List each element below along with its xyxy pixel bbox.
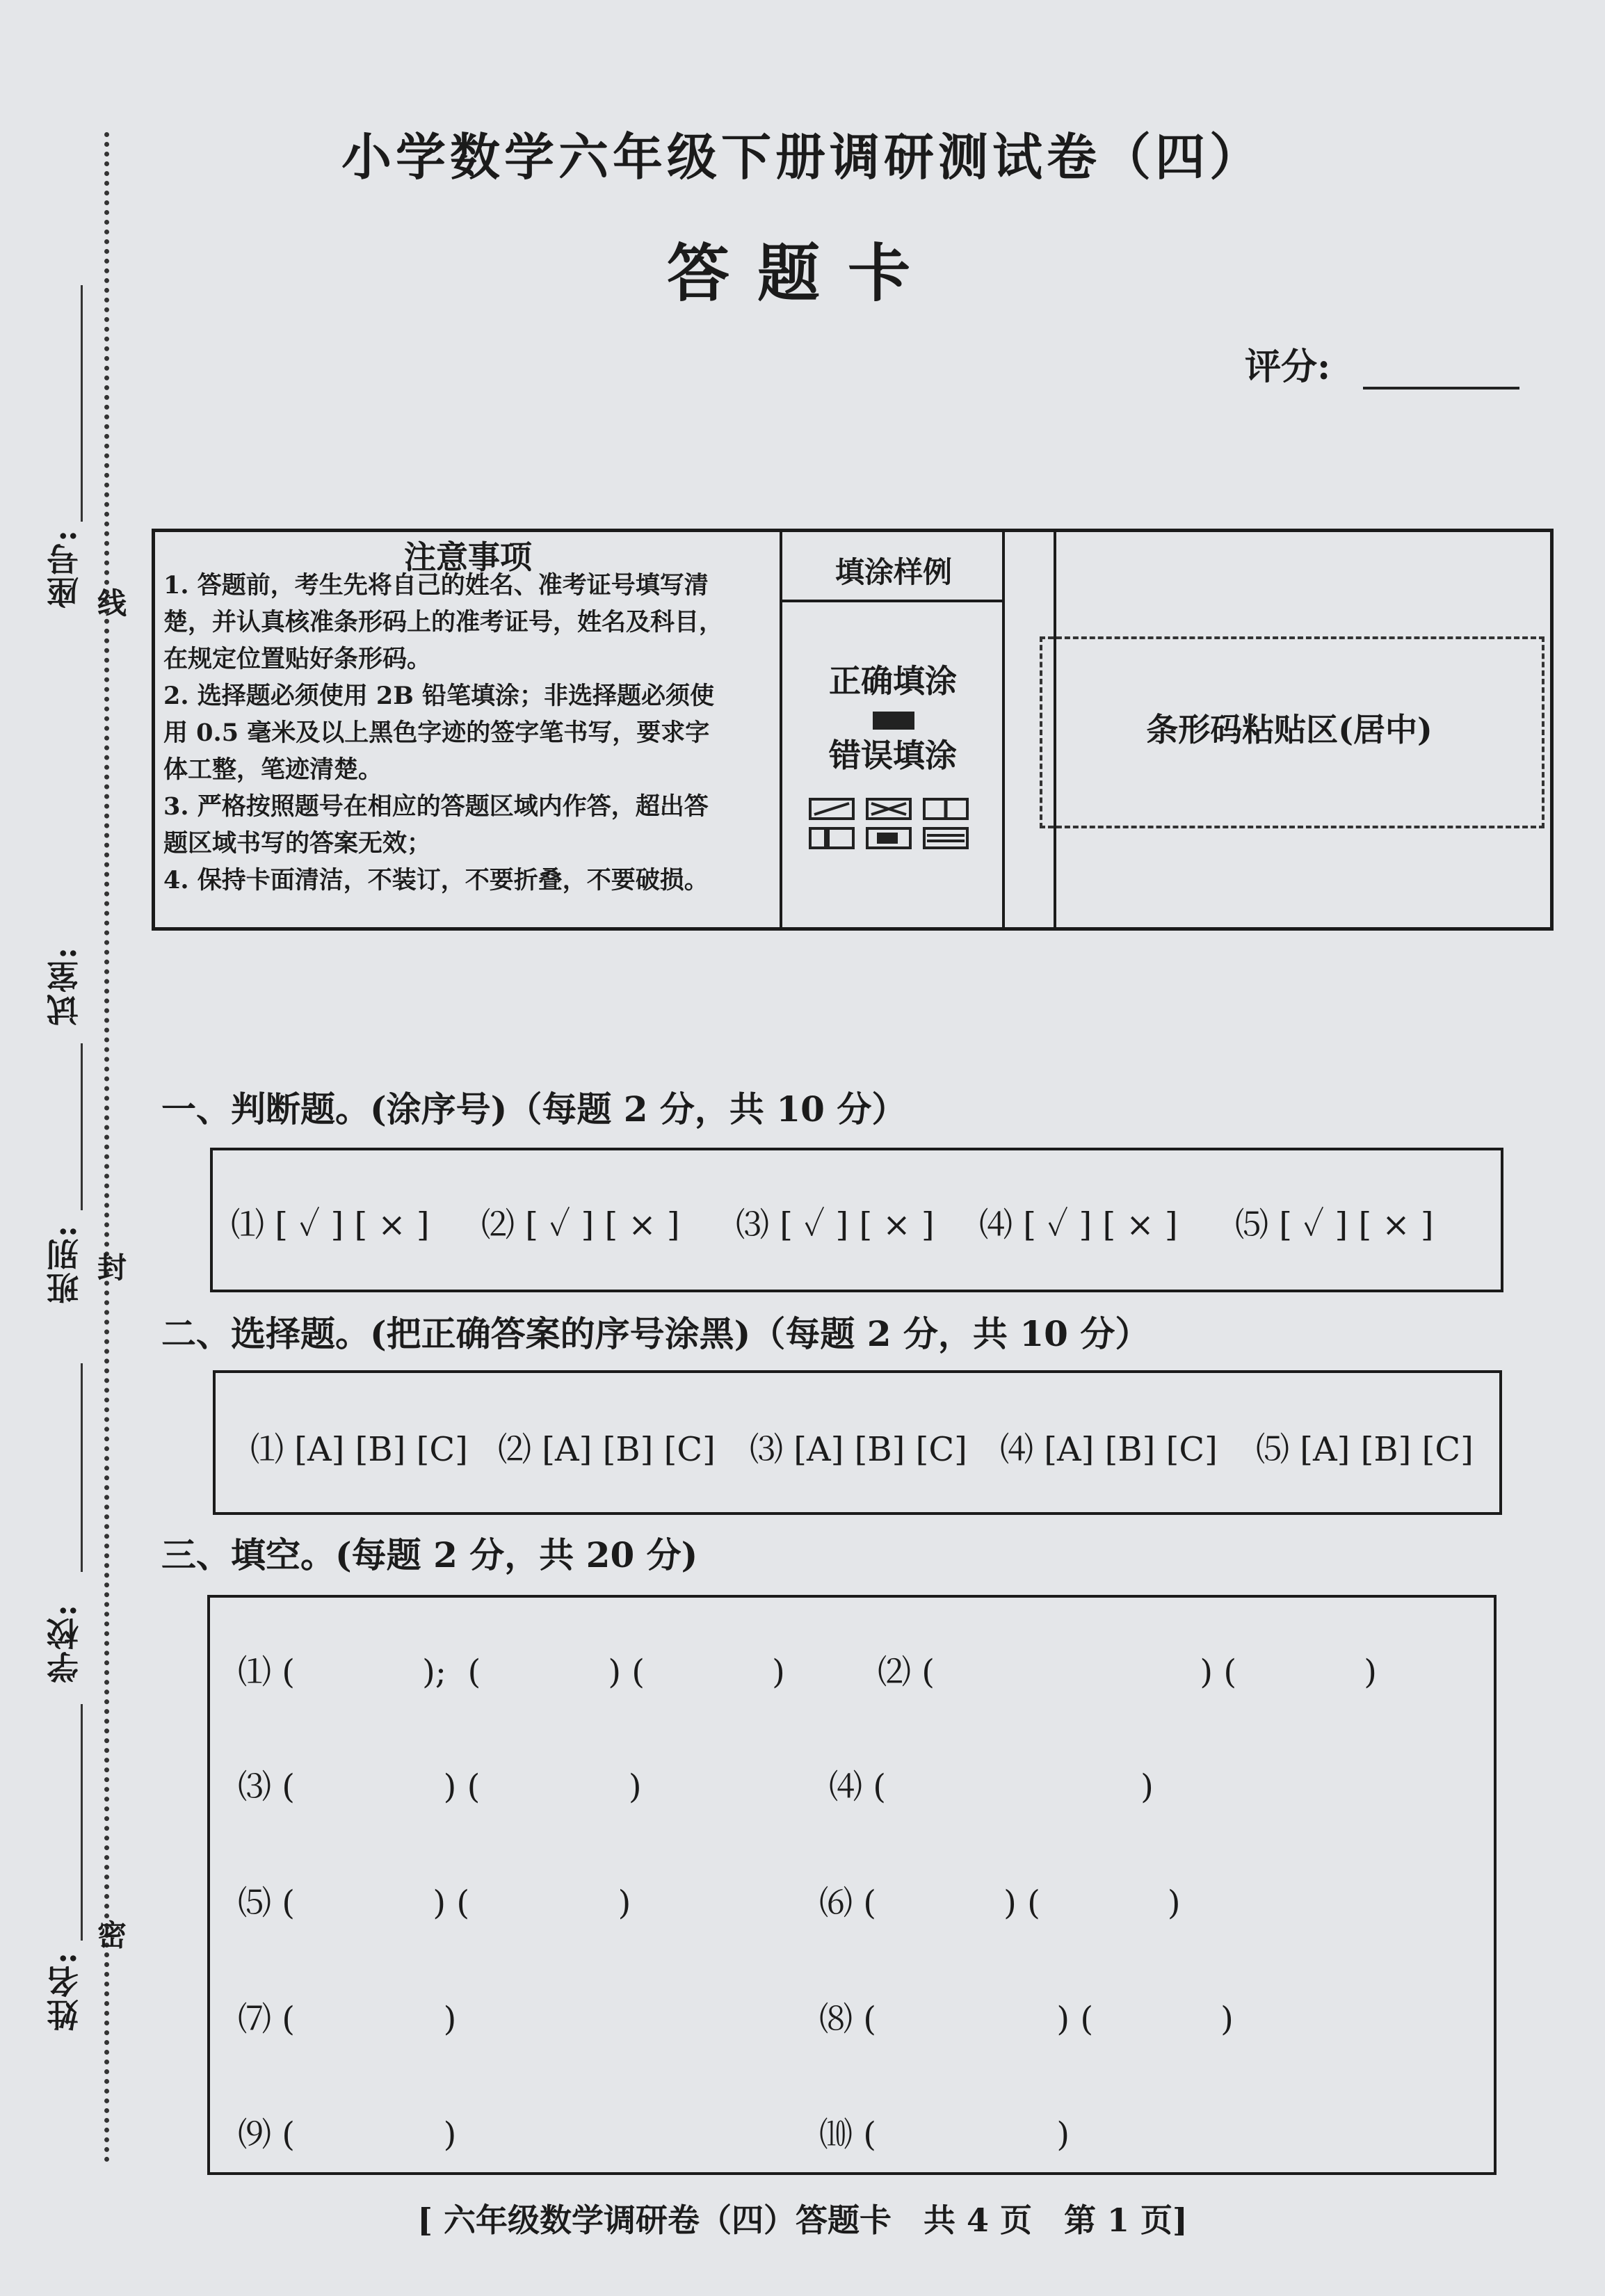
barcode-label: 条形码粘贴区(居中)	[1146, 711, 1433, 748]
notice-rule: 用 0.5 毫米及以上黑色字迹的签字笔书写，要求字	[163, 718, 710, 747]
notice-rule: 3. 严格按照题号在相应的答题区域内作答，超出答	[163, 792, 709, 821]
seat-number-line[interactable]	[81, 285, 83, 522]
fill-question-3[interactable]: ⑶ ( ) ( )	[238, 1767, 642, 1806]
notice-rule: 1. 答题前，考生先将自己的姓名、准考证号填写清	[163, 571, 709, 600]
sample-divider	[1002, 532, 1005, 927]
wrong-fill-sample-scribble	[923, 827, 969, 849]
exam-room-label: 试室:	[46, 946, 83, 1026]
notice-rule: 在规定位置贴好条形码。	[163, 645, 432, 673]
binding-mark-secret: 密	[93, 1920, 127, 1949]
choice-question-3[interactable]: ⑶ [A] [B] [C]	[750, 1430, 967, 1469]
sample-divider	[782, 600, 1003, 602]
binding-mark-seal: 封	[93, 1252, 127, 1281]
fill-question-1[interactable]: ⑴ ( ); ( ) ( )	[238, 1653, 785, 1692]
school-line[interactable]	[81, 1704, 83, 1941]
seat-number-label: 座号:	[46, 529, 83, 609]
fill-question-2[interactable]: ⑵ ( ) ( )	[878, 1653, 1377, 1692]
fill-question-10[interactable]: ⑽ ( )	[819, 2115, 1070, 2154]
sample-divider	[780, 532, 782, 927]
fill-question-6[interactable]: ⑹ ( ) ( )	[819, 1884, 1181, 1922]
choice-section-heading: 二、选择题。(把正确答案的序号涂黑)（每题 2 分，共 10 分）	[161, 1313, 1150, 1354]
fill-question-7[interactable]: ⑺ ( )	[238, 2000, 457, 2039]
choice-question-5[interactable]: ⑸ [A] [B] [C]	[1256, 1430, 1474, 1469]
fill-section-heading: 三、填空。(每题 2 分，共 20 分)	[161, 1534, 698, 1575]
judge-question-3[interactable]: ⑶ [ ✓ ] [ × ]	[736, 1205, 935, 1244]
fill-question-4[interactable]: ⑷ ( )	[829, 1767, 1154, 1806]
exam-room-line[interactable]	[81, 1043, 83, 1210]
judge-question-2[interactable]: ⑵ [ ✓ ] [ × ]	[481, 1205, 680, 1244]
fill-question-8[interactable]: ⑻ ( ) ( )	[819, 2000, 1234, 2039]
notice-title: 注意事项	[404, 538, 532, 576]
fill-question-9[interactable]: ⑼ ( )	[238, 2115, 457, 2154]
class-label: 班别:	[46, 1224, 83, 1304]
judge-section-heading: 一、判断题。(涂序号)（每题 2 分，共 10 分）	[161, 1089, 907, 1130]
score-line[interactable]	[1363, 387, 1519, 390]
wrong-fill-sample-partial	[923, 798, 969, 820]
notice-rule: 4. 保持卡面清洁，不装订，不要折叠，不要破损。	[163, 866, 709, 894]
exam-title: 小学数学六年级下册调研测试卷（四）	[341, 127, 1264, 186]
fill-question-5[interactable]: ⑸ ( ) ( )	[238, 1884, 631, 1922]
judge-question-4[interactable]: ⑷ [ ✓ ] [ × ]	[979, 1205, 1178, 1244]
wrong-fill-sample-half	[866, 827, 912, 849]
wrong-fill-sample-cross	[866, 798, 912, 820]
judge-question-1[interactable]: ⑴ [ ✓ ] [ × ]	[231, 1205, 430, 1244]
score-label: 评分:	[1245, 346, 1331, 388]
wrong-fill-sample-slash	[809, 798, 855, 820]
page-footer: [ 六年级数学调研卷（四）答题卡 共 4 页 第 1 页]	[417, 2201, 1188, 2239]
wrong-fill-sample-dot	[809, 827, 855, 849]
notice-box	[152, 529, 1554, 931]
name-label: 姓名:	[46, 1951, 83, 2031]
choice-question-1[interactable]: ⑴ [A] [B] [C]	[250, 1430, 468, 1469]
class-line[interactable]	[81, 1363, 83, 1572]
binding-mark-line: 线	[93, 588, 127, 617]
school-label: 学校:	[46, 1603, 83, 1683]
card-title: 答题卡	[667, 236, 938, 310]
sample-title: 填涂样例	[834, 555, 952, 589]
choice-question-2[interactable]: ⑵ [A] [B] [C]	[498, 1430, 716, 1469]
choice-question-4[interactable]: ⑷ [A] [B] [C]	[1000, 1430, 1218, 1469]
wrong-fill-label: 错误填涂	[829, 737, 957, 774]
judge-question-5[interactable]: ⑸ [ ✓ ] [ × ]	[1235, 1205, 1434, 1244]
binding-dotted-line	[104, 132, 109, 2163]
correct-fill-label: 正确填涂	[829, 662, 957, 700]
notice-rule: 体工整，笔迹清楚。	[163, 755, 383, 784]
notice-rule: 题区域书写的答案无效；	[163, 829, 432, 858]
notice-rule: 2. 选择题必须使用 2B 铅笔填涂；非选择题必须使	[163, 682, 715, 710]
correct-fill-sample	[873, 712, 914, 730]
notice-rule: 楚，并认真核准条形码上的准考证号，姓名及科目，	[163, 608, 724, 636]
